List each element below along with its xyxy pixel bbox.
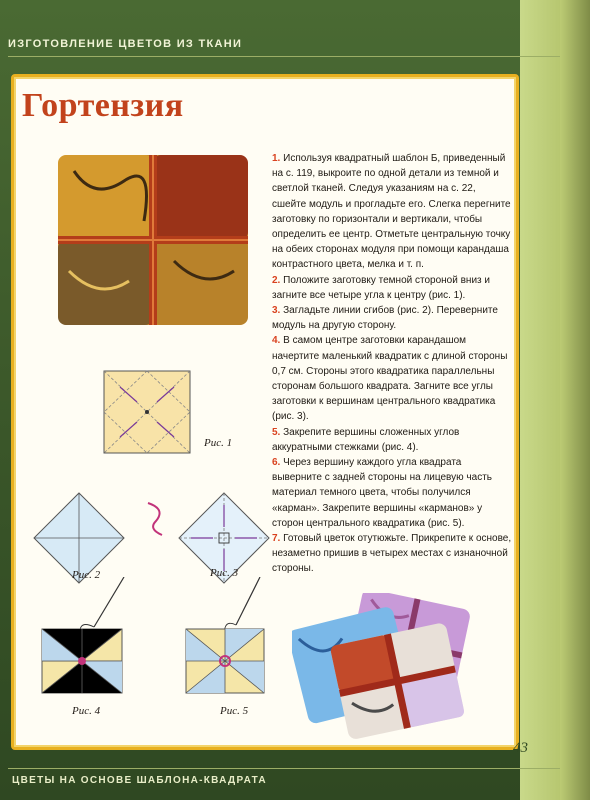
step-text: Положите заготовку темной стороной вниз и загните все четыре угла к центру (рис. 1). [272, 274, 490, 301]
step-6 [272, 455, 512, 531]
step-4 [272, 333, 512, 424]
step-text: Загладьте линии сгибов (рис. 2). Переверните модуль на другую сторону. [272, 305, 498, 332]
step-text: Через вершину каждого угла квадрата выверните с задней стороны на лицевую часть материал темного цвета, чтобы получился «карман». Закрепите вершины «карманов» у сторон центрального квадратика (рис. 5). [272, 457, 492, 529]
figure-4-diagram [34, 577, 130, 704]
book-gutter [560, 0, 590, 800]
section-header: ИЗГОТОВЛЕНИЕ ЦВЕТОВ ИЗ ТКАНИ [8, 38, 243, 50]
figure-5-label: Рис. 5 [220, 705, 249, 717]
footer-divider [8, 768, 560, 769]
instructions [272, 151, 512, 577]
step-2 [272, 273, 512, 303]
page-number: 43 [513, 740, 528, 756]
step-text: Закрепите вершины сложенных углов аккуратными стежками (рис. 4). [272, 426, 460, 453]
step-number: 1. [272, 153, 281, 164]
header-divider [8, 56, 560, 57]
fold-arrow [142, 499, 172, 544]
step-number: 3. [272, 305, 281, 317]
figure-5-diagram [176, 577, 272, 704]
step-7 [272, 531, 512, 577]
step-number: 6. [272, 457, 281, 469]
step-text: Используя квадратный шаблон Б, приведенный на с. 119, выкроите по одной детали из темной и светлой тканей. Следуя указаниям на с. 22, сшейте модуль и прогладьте его. Слегка перегните заготовку по горизонтали и вертикали, чтобы определить ее центр. Отметьте центральную точку на обеих сторонах модуля при помощи карандаша контрастного цвета, мелка и т. п. [272, 153, 511, 271]
figure-1-diagram [102, 369, 192, 460]
step-1 [272, 151, 512, 273]
article-title: Гортензия [22, 87, 184, 124]
figure-2-label: Рис. 2 [72, 569, 101, 581]
chapter-footer: ЦВЕТЫ НА ОСНОВЕ ШАБЛОНА-КВАДРАТА [12, 775, 267, 786]
step-5 [272, 425, 512, 455]
figure-4-label: Рис. 4 [72, 705, 101, 717]
step-3 [272, 303, 512, 333]
step-text: Готовый цветок отутюжьте. Прикрепите к основе, незаметно пришив в четырех местах с изнаночной стороны. [272, 533, 512, 575]
step-number: 5. [272, 426, 281, 438]
step-number: 7. [272, 533, 281, 545]
figure-1-label: Рис. 1 [204, 437, 233, 449]
step-number: 2. [272, 274, 281, 286]
step-text: В самом центре заготовки карандашом начертите маленький квадратик с длиной стороны 0,7 см. Стороны этого квадратика параллельны сторонам большого квадрата. Загните все углы заготовки к вершинам центрального квадратика (рис. 3). [272, 335, 508, 423]
finished-module-photo [54, 151, 252, 329]
article-card [11, 74, 519, 750]
figure-3-label: Рис. 3 [210, 567, 239, 579]
finished-flowers-photo [292, 593, 512, 743]
step-number: 4. [272, 335, 281, 347]
